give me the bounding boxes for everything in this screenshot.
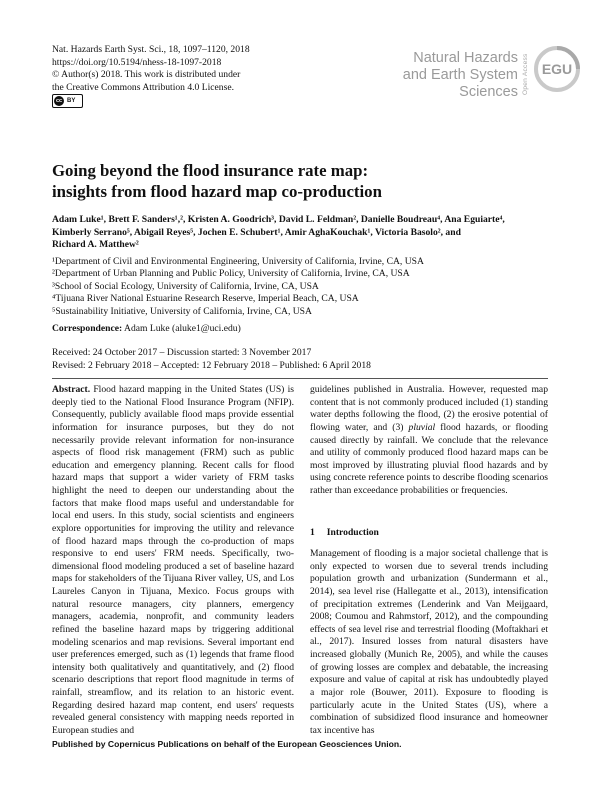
correspondence-email[interactable]: Adam Luke (aluke1@uci.edu) [124, 323, 241, 334]
title-line: Going beyond the flood insurance rate map: [52, 161, 369, 180]
journal-name-line: Natural Hazards [413, 50, 518, 66]
abstract-left-column [52, 384, 294, 738]
open-access-label: Open Access [522, 53, 529, 95]
cc-by-license-badge[interactable] [52, 94, 83, 108]
citation-line: © Author(s) 2018. This work is distributed under [52, 69, 241, 81]
affiliation: ⁴Tijuana River National Estuarine Research Reserve, Imperial Beach, CA, USA [52, 293, 359, 305]
creative-commons-icon: cc [55, 98, 63, 104]
abstract-right-column [310, 384, 548, 498]
correspondence [52, 323, 241, 334]
author-line: Kimberly Serrano⁵, Abigail Reyes⁵, Jochen E. Schubert¹, Amir AghaKouchak¹, Victoria Basolo², and [52, 226, 461, 238]
date-line: Received: 24 October 2017 – Discussion started: 3 November 2017 [52, 347, 312, 358]
publication-dates [52, 347, 371, 372]
affiliation: ¹Department of Civil and Environmental Engineering, University of California, Irvine, CA, USA [52, 256, 424, 267]
abstract-text: Flood hazard mapping in the United States (US) is deeply tied to the National Flood Insurance Program (NFIP). Consequently, publicly available flood maps provide essential information for insurance purposes, but they do not necessarily provide relevant information for non-insurance aspects of flood risk management (FRM) such as public education and emergency planning. Recent calls for flood hazard maps that support a wider variety of FRM tasks highlight the need to deepen our understanding about the factors that make flood maps useful and understandable for local end users. In this study, social scientists and engineers explore opportunities for improving the utility and relevance of flood hazard maps through the co-production of maps responsive to end users' FRM needs. Specifically, two-dimensional flood modeling produced a set of baseline hazard maps for stakeholders of the Tijuana River valley, US, and Los Laureles Canyon in Tijuana, Mexico. Focus groups with natural resource managers, city planners, emergency managers, academia, nonprofit, and community leaders refined the baseline hazard maps by triggering additional modeling scenarios and map revisions. Several important end user preferences emerged, such as (1) legends that frame flood intensity both qualitatively and quantitatively, and (2) flood scenario descriptions that report flood magnitude in terms of rainfall, streamflow, and its relation to an historic event. Regarding desired hazard map content, end users' requests revealed general consistency with mapping needs reported in European studies and [52, 384, 294, 736]
article-title [52, 160, 552, 202]
affiliation: ²Department of Urban Planning and Public Policy, University of California, Irvine, CA, USA [52, 268, 410, 280]
header-divider [52, 378, 548, 379]
section-heading-introduction [310, 527, 379, 538]
introduction-paragraph: Management of flooding is a major societal challenge that is only expected to worsen due to several trends including population growth and urbanization (Sundermann et al., 2014), sea level rise (Hallegatte et al., 2013), intensification of precipitation extremes (Lenderink and Van Meijgaard, 2008; Coumou and Rahmstorf, 2012), and the compounding effects of sea level rise and terrestrial flooding (Moftakhari et al., 2017). Insured losses from natural disasters have increased globally (Munich Re, 2005), and while the causes of growing losses are complex and debatable, the increasing exposure and value of capital at risk has undoubtedly played a major role (Bouwer, 2011). Exposure to flooding is particularly acute in the United States (US), where a combination of subsidized flood insurance and homeowner tax incentive has [310, 548, 548, 736]
introduction-text [310, 548, 548, 737]
title-line: insights from flood hazard map co-production [52, 182, 382, 201]
section-title: Introduction [326, 527, 379, 538]
egu-logo-icon [532, 44, 582, 94]
journal-name [368, 50, 518, 101]
affiliation: ³School of Social Ecology, University of California, Irvine, CA, USA [52, 280, 319, 292]
author-line: Richard A. Matthew² [52, 239, 139, 250]
abstract-label: Abstract. [52, 384, 91, 395]
section-number: 1 [310, 527, 315, 538]
egu-logo-text: EGU [541, 61, 573, 77]
abstract-italic-term: pluvial [408, 421, 436, 433]
author-line: Adam Luke¹, Brett F. Sanders¹,², Kristen A. Goodrich³, David L. Feldman², Danielle Boudreau⁴, Ana Eguiarte⁴, [52, 214, 505, 225]
citation-line: Nat. Hazards Earth Syst. Sci., 18, 1097–1120, 2018 [52, 44, 250, 55]
publisher-footer: Published by Copernicus Publications on behalf of the European Geosciences Union. [52, 739, 402, 749]
journal-name-line: and Earth System [402, 67, 518, 83]
correspondence-label: Correspondence: [52, 323, 123, 334]
affiliation-list [52, 256, 424, 318]
affiliation: ⁵Sustainability Initiative, University of California, Irvine, CA, USA [52, 305, 312, 317]
date-line: Revised: 2 February 2018 – Accepted: 12 February 2018 – Published: 6 April 2018 [52, 359, 371, 371]
journal-name-line: Sciences [459, 84, 518, 100]
author-list [52, 214, 552, 252]
doi-link[interactable]: https://doi.org/10.5194/nhess-18-1097-2018 [52, 56, 222, 68]
abstract-continuation [310, 384, 548, 498]
citation-line: the Creative Commons Attribution 4.0 License. [52, 81, 234, 93]
abstract-text-part: guidelines published in Australia. However, requested map content that is not commonly produced included (1) standing water depths following the flood, (2) the erosive potential of flowing water, and (3) [310, 384, 548, 433]
abstract-text-part: flood hazards, or flooding caused directly by rainfall. We conclude that the relevance and utility of commonly produced flood hazard maps can be most improved by illustrating pluvial flood hazards and by using concrete reference points to describe flooding scenarios rather than exceedance probabilities or frequencies. [310, 421, 548, 496]
license-badge-label: BY [67, 98, 76, 104]
abstract-paragraph [52, 384, 294, 738]
citation-block [52, 44, 250, 94]
